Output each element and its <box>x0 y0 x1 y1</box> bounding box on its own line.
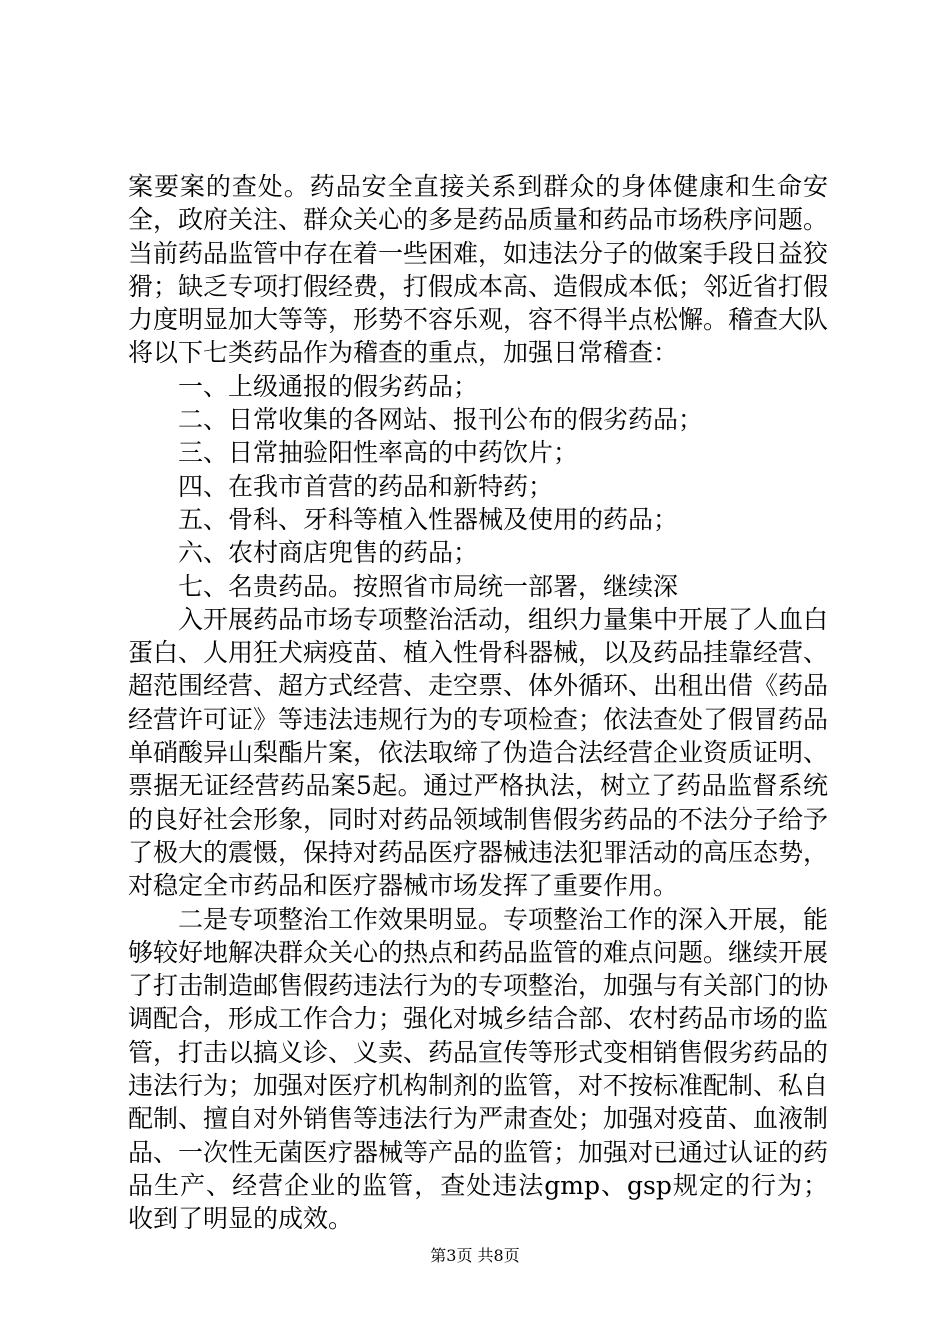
list-item-4: 四、在我市首营的药品和新特药； <box>178 471 554 501</box>
page-number-label: 第3页 共8页 <box>430 1246 520 1265</box>
list-item-2: 二、日常收集的各网站、报刊公布的假劣药品； <box>178 405 704 435</box>
list-item-6: 六、农村商店兜售的药品； <box>178 538 479 568</box>
page-footer <box>0 1246 950 1266</box>
list-item-1: 一、上级通报的假劣药品； <box>178 371 479 401</box>
list-item-3: 三、日常抽验阳性率高的中药饮片； <box>178 438 579 468</box>
list-item-5: 五、骨科、牙科等植入性器械及使用的药品； <box>178 504 679 534</box>
paragraph-rectification-results: 二是专项整治工作效果明显。专项整治工作的深入开展，能够较好地解决群众关心的热点和药品监管的难点问题。继续开展了打击制造邮售假药违法行为的专项整治，加强与有关部门的协调配合，形成工作合力；强化对城乡结合部、农村药品市场的监管，打击以搞义诊、义卖、药品宣传等形式变相销售假劣药品的违法行为；加强对医疗机构制剂的监管，对不按标准配制、私自配制、擅自对外销售等违法行为严肃查处；加强对疫苗、血液制品、一次性无菌医疗器械等产品的监管；加强对已通过认证的药品生产、经营企业的监管，查处违法gmp、gsp规定的行为；收到了明显的成效。 <box>128 904 829 1234</box>
paragraph-intro: 案要案的查处。药品安全直接关系到群众的身体健康和生命安全，政府关注、群众关心的多是药品质量和药品市场秩序问题。当前药品监管中存在着一些困难，如违法分子的做案手段日益狡猾；缺乏专项打假经费，打假成本高、造假成本低；邻近省打假力度明显加大等等，形势不容乐观，容不得半点松懈。稽查大队将以下七类药品作为稽查的重点，加强日常稽查： <box>128 172 829 368</box>
paragraph-special-campaign: 入开展药品市场专项整治活动，组织力量集中开展了人血白蛋白、人用狂犬病疫苗、植入性骨科器械，以及药品挂靠经营、超范围经营、超方式经营、走空票、体外循环、出租出借《药品经营许可证》等违法违规行为的专项检查；依法查处了假冒药品单硝酸异山梨酯片案，依法取缔了伪造合法经营企业资质证明、票据无证经营药品案5起。通过严格执法，树立了药品监督系统的良好社会形象，同时对药品领域制售假劣药品的不法分子给予了极大的震慑，保持对药品医疗器械违法犯罪活动的高压态势，对稳定全市药品和医疗器械市场发挥了重要作用。 <box>128 604 829 901</box>
list-item-7: 七、名贵药品。按照省市局统一部署，继续深 <box>178 571 679 601</box>
document-body <box>128 170 828 1236</box>
